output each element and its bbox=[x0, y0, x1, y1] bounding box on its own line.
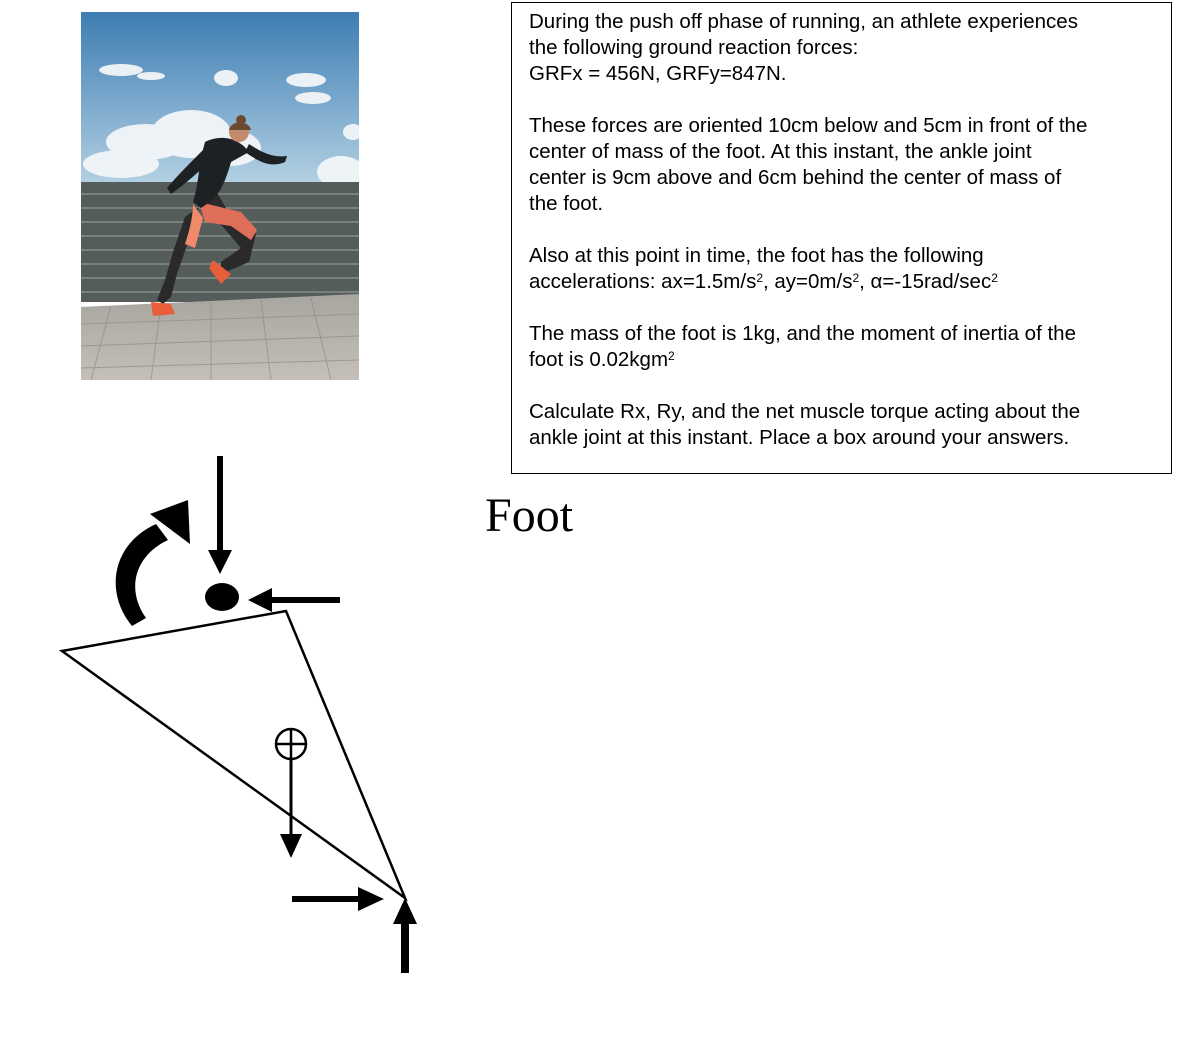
problem-text: During the push off phase of running, an athlete experiences bbox=[529, 10, 1078, 33]
weight-force-arrow bbox=[280, 759, 302, 858]
problem-text: ankle joint at this instant. Place a box around your answers. bbox=[529, 426, 1070, 449]
problem-text: These forces are oriented 10cm below and 5cm in front of the bbox=[529, 114, 1088, 137]
problem-text: center is 9cm above and 6cm behind the center of mass of bbox=[529, 166, 1062, 189]
problem-text: the following ground reaction forces: bbox=[529, 36, 859, 59]
ankle-vertical-force-arrow bbox=[208, 456, 232, 574]
accel-ax: accelerations: ax=1.5m/s bbox=[529, 270, 757, 293]
free-body-diagram bbox=[0, 440, 460, 1000]
grf-values: GRFx = 456N, GRFy=847N. bbox=[529, 62, 787, 85]
foot-segment-triangle bbox=[62, 611, 405, 898]
exponent: 2 bbox=[991, 271, 998, 285]
problem-text: center of mass of the foot. At this instant, the ankle joint bbox=[529, 140, 1032, 163]
exponent: 2 bbox=[668, 349, 675, 363]
center-of-mass-symbol bbox=[276, 729, 306, 759]
exponent: 2 bbox=[852, 271, 860, 285]
grf-horizontal-arrow bbox=[292, 887, 384, 911]
ankle-joint-dot bbox=[205, 583, 239, 611]
diagram-title: Foot bbox=[485, 489, 574, 542]
problem-paragraph-task bbox=[529, 399, 1161, 451]
muscle-torque-arrow bbox=[116, 500, 190, 626]
ankle-horizontal-force-arrow bbox=[248, 588, 340, 612]
problem-text: Calculate Rx, Ry, and the net muscle torque acting about the bbox=[529, 400, 1081, 423]
inertia-value: foot is 0.02kgm bbox=[529, 348, 669, 371]
grf-vertical-arrow bbox=[393, 898, 417, 973]
problem-paragraph-positions bbox=[529, 113, 1161, 217]
problem-statement-box bbox=[511, 2, 1172, 474]
problem-text: the foot. bbox=[529, 192, 604, 215]
accel-alpha: , α=-15rad/sec bbox=[859, 270, 992, 293]
exponent: 2 bbox=[756, 271, 764, 285]
problem-text: Also at this point in time, the foot has the following bbox=[529, 244, 984, 267]
runner-photo bbox=[81, 12, 359, 380]
problem-paragraph-forces bbox=[529, 9, 1161, 87]
problem-text: The mass of the foot is 1kg, and the moment of inertia of the bbox=[529, 322, 1076, 345]
accel-ay: , ay=0m/s bbox=[763, 270, 853, 293]
problem-paragraph-mass bbox=[529, 321, 1161, 373]
problem-paragraph-accelerations bbox=[529, 243, 1161, 295]
